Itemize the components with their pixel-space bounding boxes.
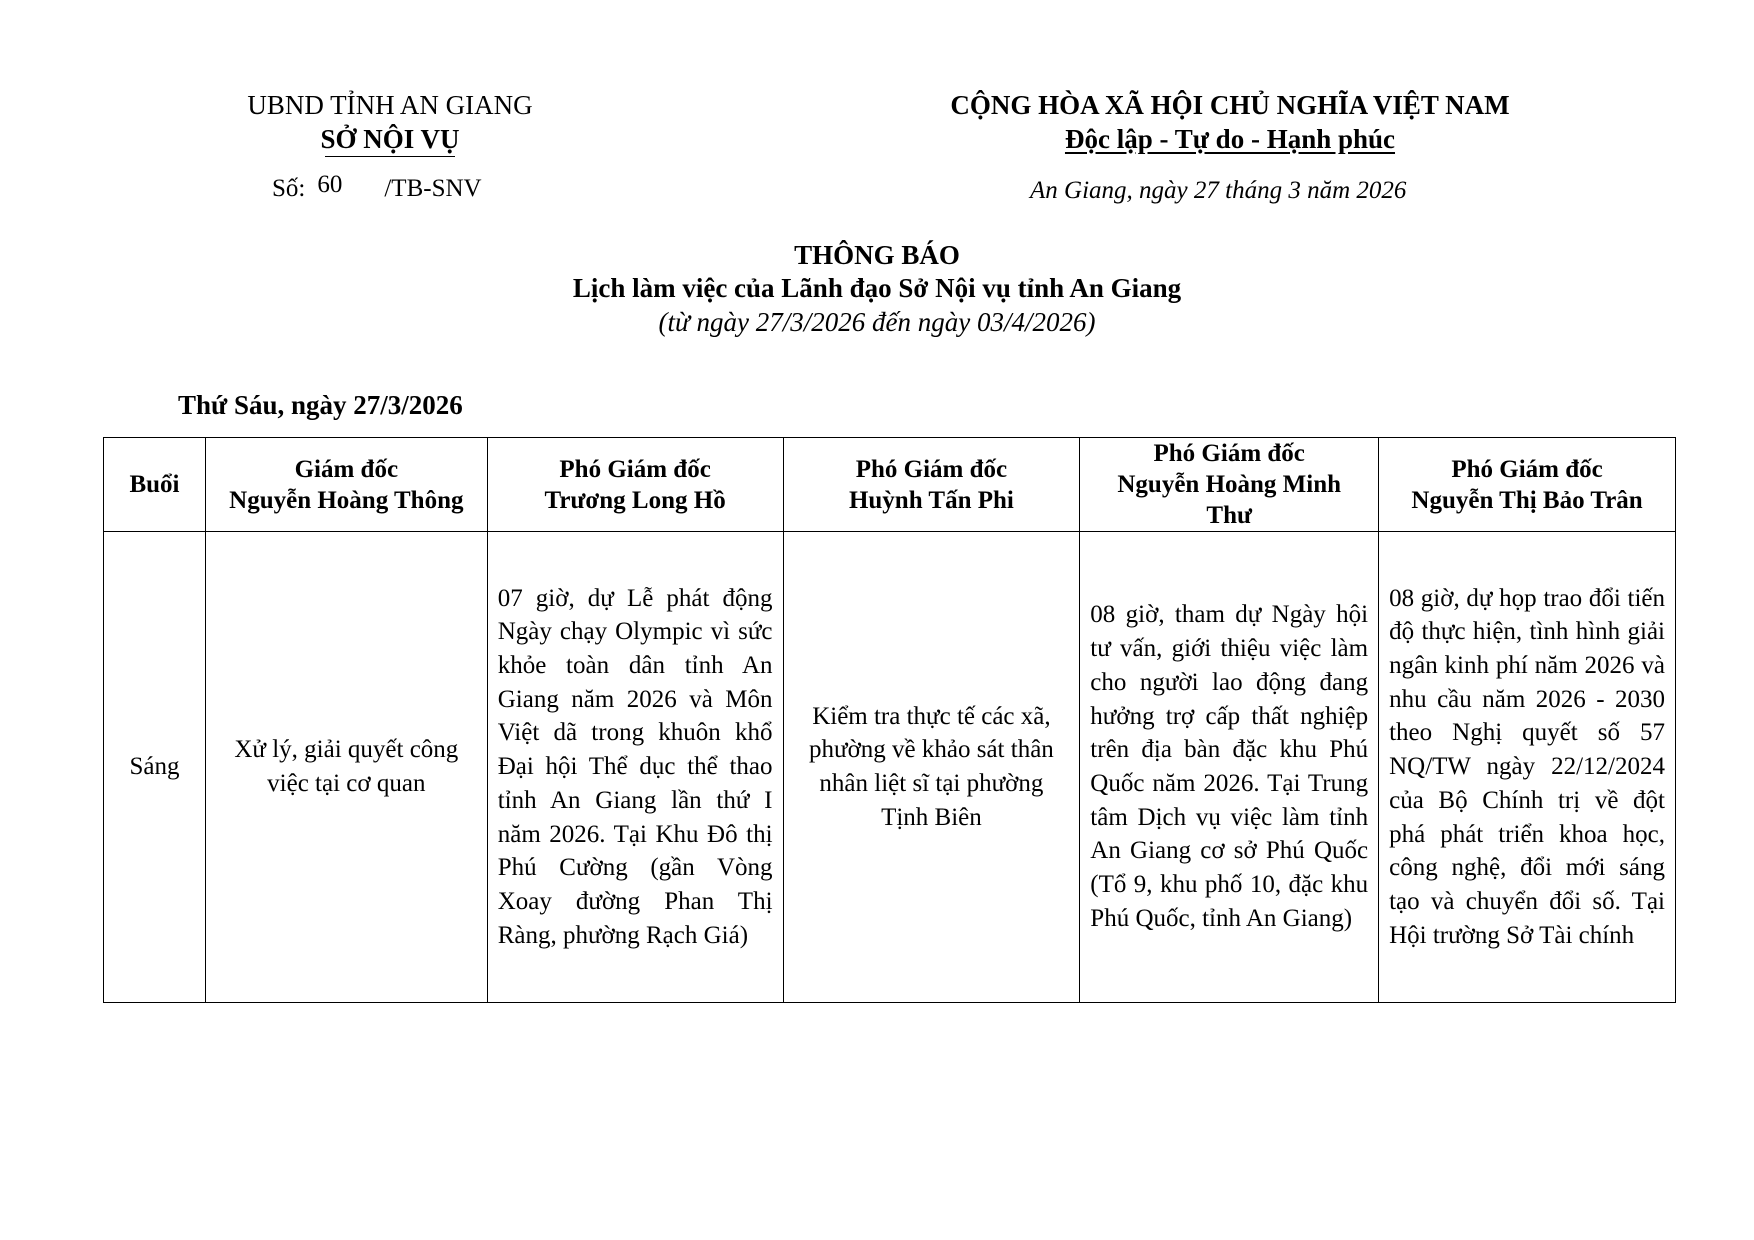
header-role: Phó Giám đốc: [855, 455, 1008, 483]
document-title: THÔNG BÁO: [794, 240, 960, 270]
motto: Độc lập - Tự do - Hạnh phúc: [1064, 124, 1396, 154]
schedule-cell-deputy-3: 08 giờ, tham dự Ngày hội tư vấn, giới thiệu việc làm cho người lao động đang hưởng trợ cấp thất nghiệp trên địa bàn đặc khu Phú Quốc năm 2026. Tại Trung tâm Dịch vụ việc làm tỉnh An Giang cơ sở Phú Quốc (Tổ 9, khu phố 10, đặc khu Phú Quốc, tỉnh An Giang): [1080, 532, 1379, 1003]
header-role: Phó Giám đốc: [559, 455, 711, 483]
schedule-table: [103, 437, 1676, 1003]
session-cell: Sáng: [104, 532, 206, 1003]
schedule-cell-director: Xử lý, giải quyết công việc tại cơ quan: [205, 532, 487, 1003]
header-role: Giám đốc: [294, 455, 399, 483]
schedule-cell-deputy-2: Kiểm tra thực tế các xã, phường về khảo sát thân nhân liệt sĩ tại phường Tịnh Biên: [783, 532, 1080, 1003]
place-date: An Giang, ngày 27 tháng 3 năm 2026: [1030, 177, 1407, 204]
date-range: (từ ngày 27/3/2026 đến ngày 03/4/2026): [658, 307, 1096, 337]
header-person: Trương Long Hồ: [544, 486, 726, 514]
column-header-director: [205, 438, 487, 532]
number-label: Số:: [272, 175, 306, 202]
issuing-authority: [180, 88, 600, 157]
header-person: Nguyễn Thị Bảo Trân: [1411, 486, 1643, 514]
national-header: [880, 88, 1580, 156]
header-role: Phó Giám đốc: [1153, 440, 1305, 467]
header-person: Nguyễn Hoàng Minh Thư: [1117, 471, 1342, 529]
column-header-deputy-3: [1080, 438, 1379, 532]
header-person: Nguyễn Hoàng Thông: [229, 486, 464, 514]
document-number: [272, 171, 482, 203]
header-role: Phó Giám đốc: [1451, 455, 1603, 483]
day-heading: Thứ Sáu, ngày 27/3/2026: [178, 390, 463, 420]
schedule-cell-deputy-1: 07 giờ, dự Lễ phát động Ngày chạy Olympic vì sức khỏe toàn dân tỉnh An Giang năm 2026 và Môn Việt dã trong khuôn khổ Đại hội Thể dục thể thao tỉnh An Giang lần thứ I năm 2026. Tại Khu Đô thị Phú Cường (gần Vòng Xoay đường Phan Thị Ràng, phường Rạch Giá): [487, 532, 783, 1003]
column-header-deputy-2: [783, 438, 1080, 532]
divider-left: [325, 156, 455, 157]
column-header-deputy-4: [1379, 438, 1676, 532]
column-header-deputy-1: [487, 438, 783, 532]
table-row: [104, 532, 1676, 1003]
document-subtitle: Lịch làm việc của Lãnh đạo Sở Nội vụ tỉnh An Giang: [572, 273, 1182, 303]
number-value: 60: [317, 171, 343, 198]
column-header-session: Buổi: [104, 438, 206, 532]
department-name: SỞ NỘI VỤ: [320, 124, 460, 154]
table-header-row: [104, 438, 1676, 532]
schedule-cell-deputy-4: 08 giờ, dự họp trao đổi tiến độ thực hiện, tình hình giải ngân kinh phí năm 2026 và nhu cầu năm 2026 - 2030 theo Nghị quyết số 57 NQ/TW ngày 22/12/2024 của Bộ Chính trị về đột phá phát triển khoa học, công nghệ, đổi mới sáng tạo và chuyển đổi số. Tại Hội trường Sở Tài chính: [1379, 532, 1676, 1003]
province-name: UBND TỈNH AN GIANG: [247, 90, 533, 120]
header-person: Huỳnh Tấn Phi: [848, 486, 1014, 514]
number-suffix: /TB-SNV: [384, 175, 482, 202]
country-name: CỘNG HÒA XÃ HỘI CHỦ NGHĨA VIỆT NAM: [950, 90, 1510, 120]
